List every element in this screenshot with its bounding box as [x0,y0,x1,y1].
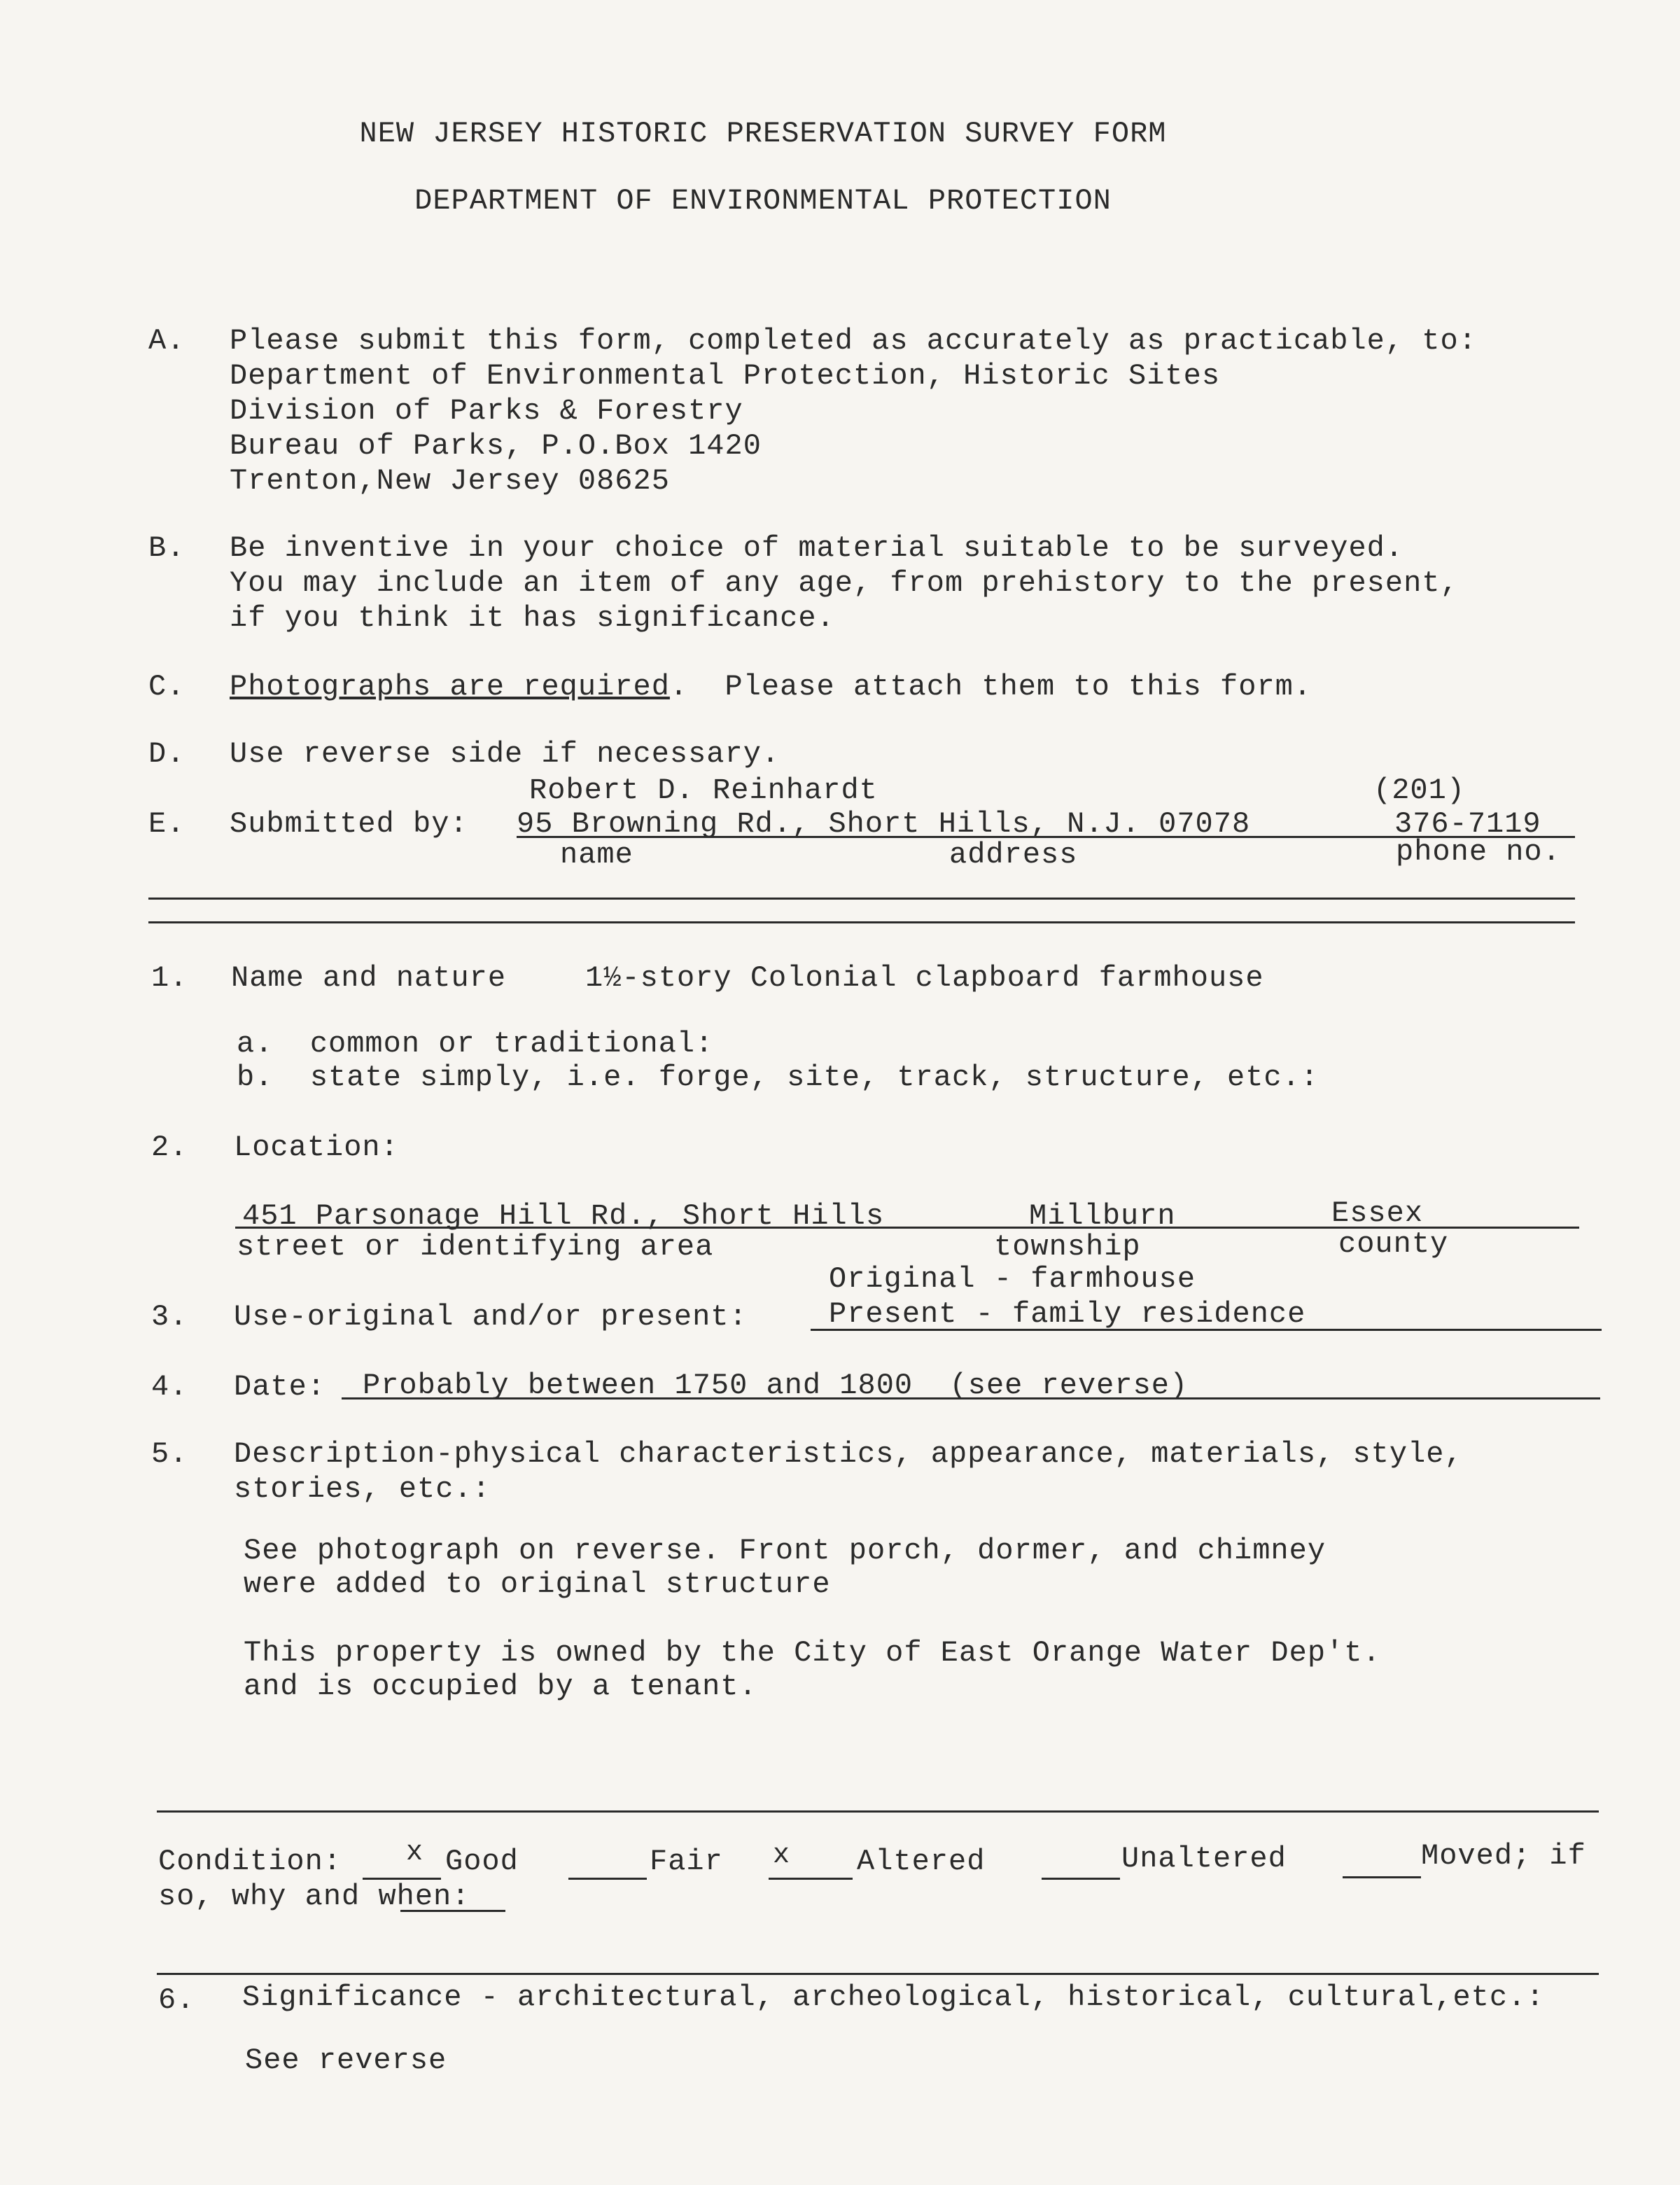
divider [157,1973,1599,1975]
divider [157,1810,1599,1813]
item-1-sub-a: a. common or traditional: [237,1027,714,1061]
use-present: Present - family residence [829,1297,1306,1331]
section-e-letter: E. [148,807,186,841]
condition-fair: Fair [650,1845,723,1878]
item-3-num: 3. [151,1300,188,1334]
divider [148,921,1575,923]
condition-altered: Altered [857,1845,986,1878]
township-caption: township [994,1230,1141,1264]
unaltered-blank [1042,1878,1120,1880]
moved-blank [1343,1876,1421,1878]
section-a-line: Trenton,New Jersey 08625 [230,464,670,498]
submitter-phone: 376-7119 [1394,807,1541,841]
owner-line: This property is owned by the City of East Orange Water Dep't. [244,1636,1381,1670]
item-4-label: Date: [234,1370,326,1404]
item-6-label: Significance - architectural, archeological, historical, cultural,etc.: [242,1981,1545,2014]
item-2-label: Location: [234,1131,399,1164]
item-1-value: 1½-story Colonial clapboard farmhouse [585,961,1264,995]
section-b-line: Be inventive in your choice of material suitable to be surveyed. [230,531,1404,565]
submitter-name: Robert D. Reinhardt [529,774,878,807]
item-4-num: 4. [151,1370,188,1404]
item-5-label: Description-physical characteristics, appearance, materials, style, [234,1437,1463,1471]
submitted-by-label: Submitted by: [230,807,468,841]
section-b-letter: B. [148,531,186,565]
section-d-letter: D. [148,737,186,771]
divider [148,898,1575,900]
section-d-text: Use reverse side if necessary. [230,737,780,771]
item-3-label: Use-original and/or present: [234,1300,748,1334]
significance-value: See reverse [245,2044,447,2077]
good-mark: x [406,1837,424,1869]
item-1-label: Name and nature [231,961,507,995]
item-5-label-cont: stories, etc.: [234,1472,491,1506]
location-township: Millburn [1029,1199,1176,1233]
item-1-num: 1. [151,961,188,995]
owner-line: and is occupied by a tenant. [244,1670,757,1703]
section-a-letter: A. [148,324,186,358]
department-title: DEPARTMENT OF ENVIRONMENTAL PROTECTION [414,184,1112,218]
item-1-sub-b: b. state simply, i.e. forge, site, track, structure, etc.: [237,1061,1320,1094]
altered-blank [769,1878,853,1880]
condition-why-when: so, why and when: [158,1880,470,1913]
altered-mark: x [773,1840,791,1871]
fair-blank [568,1878,647,1880]
condition-label: Condition: [158,1845,342,1878]
use-underline [811,1329,1602,1331]
date-underline [342,1397,1600,1399]
description-line: See photograph on reverse. Front porch, dormer, and chimney [244,1534,1326,1568]
item-2-num: 2. [151,1131,188,1164]
section-b-line: You may include an item of any age, from prehistory to the present, [230,566,1459,600]
condition-moved: Moved; if [1421,1839,1586,1873]
street-caption: street or identifying area [237,1230,714,1264]
item-6-num: 6. [158,1983,195,2017]
condition-good: Good [445,1845,519,1878]
address-caption: address [949,838,1078,872]
name-caption: name [560,838,634,872]
location-county: Essex [1331,1196,1424,1230]
phone-caption: phone no. [1396,835,1561,869]
area-code: (201) [1373,774,1466,807]
form-title: NEW JERSEY HISTORIC PRESERVATION SURVEY FORM [359,117,1167,151]
county-caption: county [1338,1227,1449,1261]
section-a-line: Please submit this form, completed as accurately as practicable, to: [230,324,1477,358]
section-a-line: Division of Parks & Forestry [230,394,743,428]
section-b-line: if you think it has significance. [230,601,835,635]
why-when-blank [400,1910,505,1912]
item-5-num: 5. [151,1437,188,1471]
section-c-text [230,669,1312,704]
use-original: Original - farmhouse [829,1262,1196,1296]
description-line: were added to original structure [244,1568,831,1601]
location-street: 451 Parsonage Hill Rd., Short Hills [242,1199,885,1233]
photographs-required: Photographs are required [230,670,670,704]
section-c-letter: C. [148,670,186,704]
submitter-address: 95 Browning Rd., Short Hills, N.J. 07078 [517,807,1251,841]
condition-unaltered: Unaltered [1121,1842,1287,1876]
date-value: Probably between 1750 and 1800 (see reverse) [363,1369,1189,1402]
section-a-line: Bureau of Parks, P.O.Box 1420 [230,429,762,463]
section-c-rest: . Please attach them to this form. [669,670,1312,704]
section-a-line: Department of Environmental Protection, Historic Sites [230,359,1221,393]
